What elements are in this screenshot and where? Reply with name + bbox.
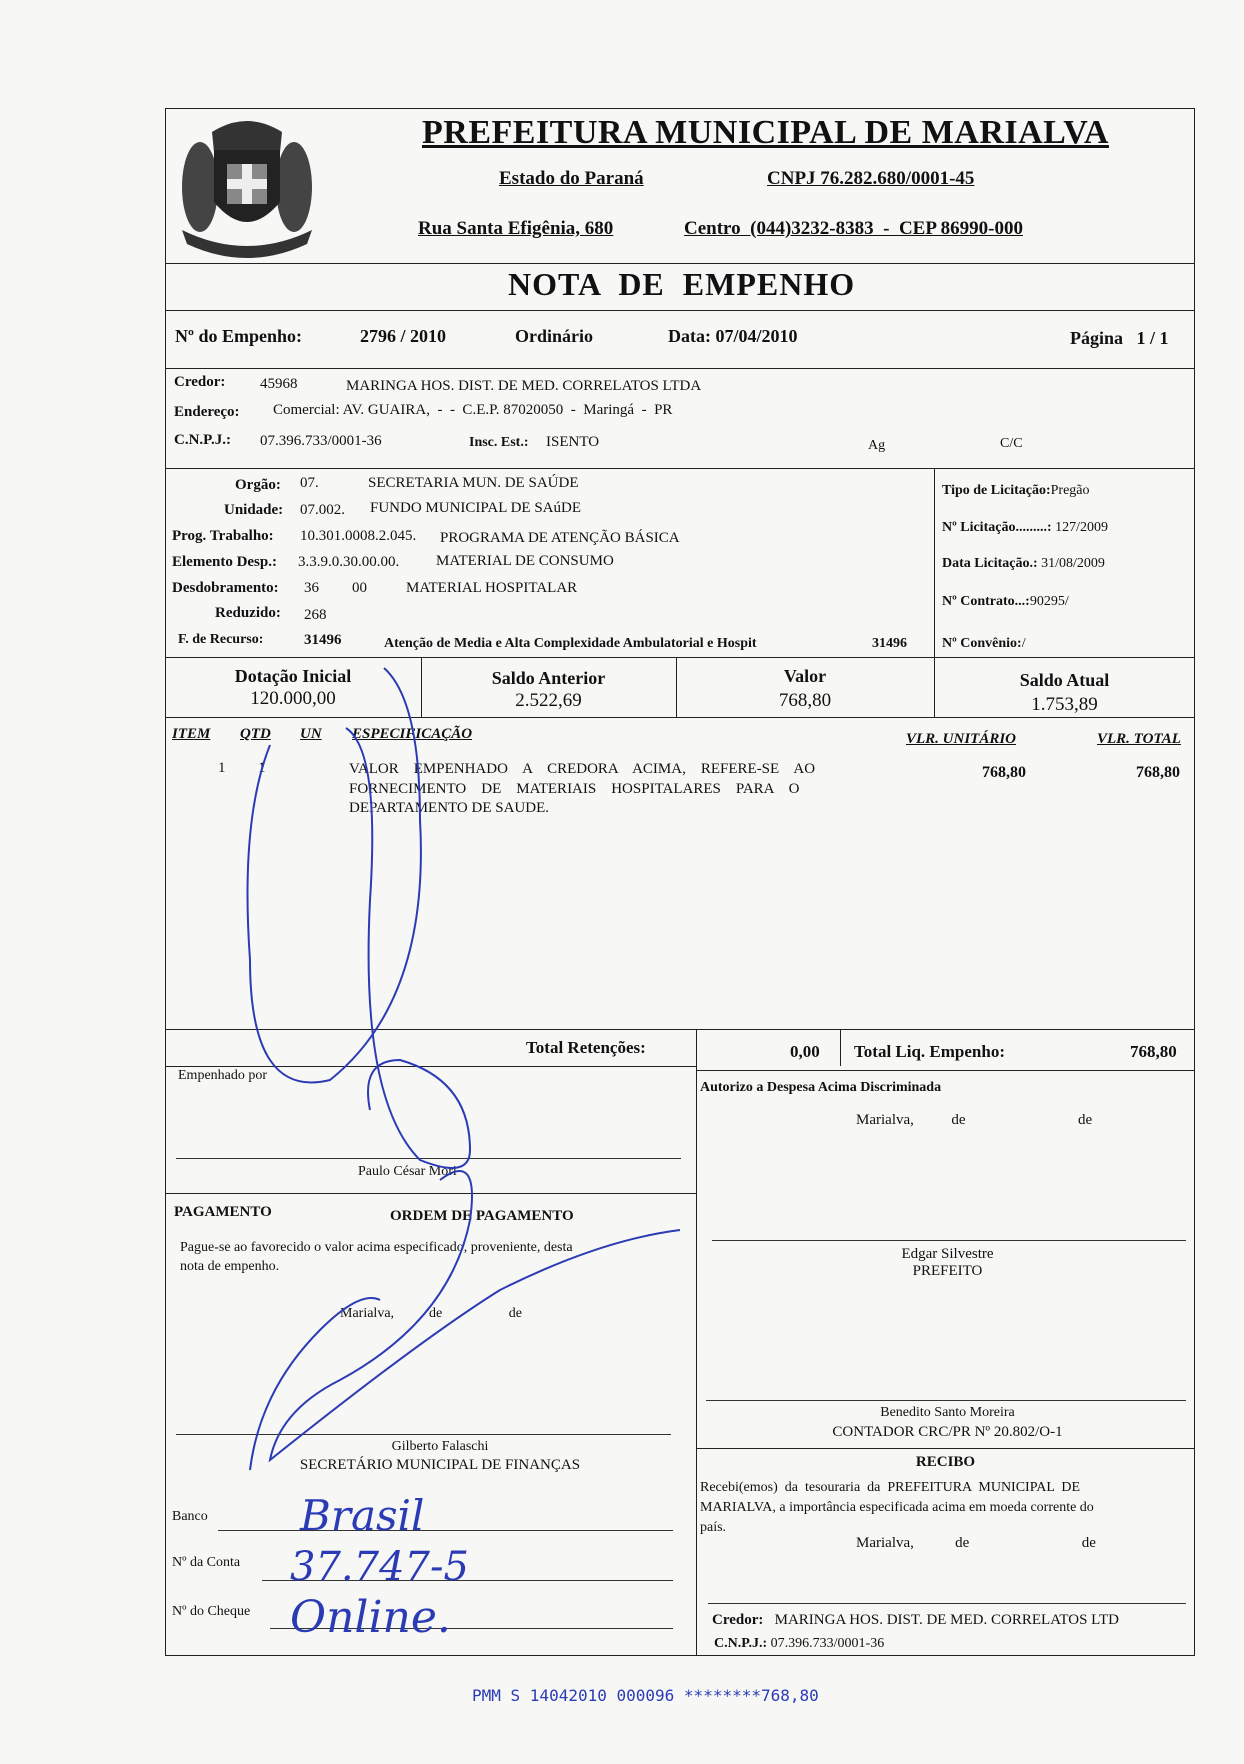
cheque-line <box>270 1628 673 1629</box>
empenho-date: Data: 07/04/2010 <box>668 326 798 346</box>
pagamento-label: PAGAMENTO <box>174 1204 272 1220</box>
recibo-cnpj-label: C.N.P.J.: <box>714 1636 768 1651</box>
item-vlr-unitario: 768,80 <box>982 764 1026 781</box>
unidade-value: FUNDO MUNICIPAL DE SAúDE <box>370 500 581 516</box>
signature-line <box>708 1603 1186 1604</box>
signature-line <box>176 1434 671 1435</box>
unidade-label: Unidade: <box>224 502 284 518</box>
unidade-code: 07.002. <box>300 502 345 518</box>
banco-line <box>218 1530 673 1531</box>
divider <box>165 263 1195 264</box>
prog-label: Prog. Trabalho: <box>172 528 274 544</box>
elemento-value: MATERIAL DE CONSUMO <box>436 553 614 569</box>
convenio-value: / <box>1021 636 1026 651</box>
item-spec-line1: VALOR EMPENHADO A CREDORA ACIMA, REFERE-SE AO <box>349 761 816 777</box>
credor-name: MARINGA HOS. DIST. DE MED. CORRELATOS LTDA <box>346 378 702 394</box>
divider <box>696 1448 1195 1449</box>
divider-vertical <box>840 1029 841 1066</box>
divider <box>165 1193 697 1194</box>
desdob-code: 36 <box>304 580 319 596</box>
cheque-label: Nº do Cheque <box>172 1604 251 1619</box>
col-vlr-unitario: VLR. UNITÁRIO <box>906 731 1017 747</box>
desdob-label: Desdobramento: <box>172 580 279 596</box>
endereco-label: Endereço: <box>174 404 240 420</box>
header-contact: Centro (044)3232-8383 - CEP 86990-000 <box>684 218 1023 239</box>
empenhado-signer: Paulo César Mori <box>358 1164 457 1179</box>
payment-stamp: PMM S 14042010 000096 ********768,80 <box>472 1686 819 1705</box>
col-qtd: QTD <box>240 726 271 742</box>
secretario-role: SECRETÁRIO MUNICIPAL DE FINANÇAS <box>299 1457 581 1473</box>
empenho-label: Nº do Empenho: <box>175 326 302 346</box>
cnpj-value: 07.396.733/0001-36 <box>260 433 382 449</box>
retencoes-value: 0,00 <box>790 1042 820 1061</box>
divider <box>165 1066 697 1067</box>
saldo-anterior-label: Saldo Anterior <box>491 668 606 688</box>
prefeito-role: PREFEITO <box>912 1263 983 1279</box>
conta-handwriting: 37.747-5 <box>290 1544 469 1590</box>
divider <box>165 368 1195 369</box>
divider <box>165 657 1195 658</box>
recurso-value: Atenção de Media e Alta Complexidade Ambulatorial e Hospit <box>384 636 757 651</box>
pagamento-place-date: Marialva, de de <box>340 1306 522 1321</box>
col-especificacao: ESPECIFICAÇÃO <box>352 726 473 742</box>
contador-name: Benedito Santo Moreira <box>880 1405 1015 1420</box>
page-number: Página 1 / 1 <box>1070 328 1169 348</box>
orgao-label: Orgão: <box>235 477 281 493</box>
divider <box>696 1070 1195 1071</box>
num-licitacao-label: Nº Licitação.........: <box>942 520 1052 535</box>
signature-line <box>712 1240 1186 1241</box>
recurso-code-2: 31496 <box>872 636 907 651</box>
item-number: 1 <box>218 760 226 776</box>
credor-code: 45968 <box>260 376 298 392</box>
coat-of-arms-icon <box>172 112 322 260</box>
divider-vertical <box>934 468 935 658</box>
prefeito-name: Edgar Silvestre <box>901 1246 994 1262</box>
recibo-credor-label: Credor: <box>712 1612 764 1628</box>
divider <box>165 717 1195 718</box>
dotacao-label: Dotação Inicial <box>234 666 352 686</box>
conta-label: Nº da Conta <box>172 1555 241 1570</box>
convenio-label: Nº Convênio: <box>942 636 1022 651</box>
secretario-name: Gilberto Falaschi <box>391 1439 489 1454</box>
desdob-value: MATERIAL HOSPITALAR <box>406 580 578 596</box>
header-address: Rua Santa Efigênia, 680 <box>418 218 614 239</box>
prog-value: PROGRAMA DE ATENÇÃO BÁSICA <box>440 530 680 546</box>
contrato-label: Nº Contrato...: <box>942 594 1030 609</box>
endereco-value: Comercial: AV. GUAIRA, - - C.E.P. 87020050 - Maringá - PR <box>273 402 673 418</box>
recurso-code: 31496 <box>304 632 342 648</box>
insc-value: ISENTO <box>546 434 600 450</box>
recibo-credor-value: MARINGA HOS. DIST. DE MED. CORRELATOS LTD <box>774 1612 1119 1628</box>
reduzido-value: 268 <box>304 607 327 623</box>
empenhado-label: Empenhado por <box>178 1068 268 1083</box>
cnpj-label: C.N.P.J.: <box>174 432 231 448</box>
empenho-number: 2796 / 2010 <box>360 326 447 346</box>
elemento-label: Elemento Desp.: <box>172 554 277 570</box>
divider-vertical <box>696 1066 697 1656</box>
ordem-pagamento-label: ORDEM DE PAGAMENTO <box>390 1208 574 1224</box>
recibo-label: RECIBO <box>915 1454 976 1470</box>
contrato-value: 90295/ <box>1029 594 1069 609</box>
desdob-sub: 00 <box>352 580 367 596</box>
recurso-label: F. de Recurso: <box>178 632 264 647</box>
header-state: Estado do Paraná <box>499 168 644 189</box>
pagamento-text-line1: Pague-se ao favorecido o valor acima especificado, proveniente, desta <box>180 1240 573 1255</box>
saldo-atual-value: 1.753,89 <box>1031 694 1098 715</box>
dotacao-value: 120.000,00 <box>250 688 336 709</box>
recibo-text-line2: MARIALVA, a importância especificada acima em moeda corrente do <box>700 1500 1094 1515</box>
pagamento-text-line2: nota de empenho. <box>180 1259 280 1274</box>
liquido-value: 768,80 <box>1130 1042 1177 1061</box>
contador-role: CONTADOR CRC/PR Nº 20.802/O-1 <box>832 1424 1063 1440</box>
credor-label: Credor: <box>174 374 226 390</box>
recibo-text-line1: Recebi(emos) da tesouraria da PREFEITURA MUNICIPAL DE <box>700 1480 1081 1495</box>
conta-corrente-label: C/C <box>1000 436 1023 451</box>
liquido-label: Total Liq. Empenho: <box>854 1042 1005 1061</box>
data-licitacao-value: 31/08/2009 <box>1041 556 1105 571</box>
item-spec-line3: DEPARTAMENTO DE SAUDE. <box>349 800 549 816</box>
col-un: UN <box>300 726 322 742</box>
insc-label: Insc. Est.: <box>469 435 529 450</box>
num-licitacao-value: 127/2009 <box>1055 520 1108 535</box>
cheque-handwriting: Online. <box>290 1592 451 1643</box>
item-qtd: 1 <box>258 760 266 776</box>
signature-line <box>706 1400 1186 1401</box>
autorizo-place-date: Marialva, de de <box>856 1112 1093 1128</box>
banco-handwriting: Brasil <box>300 1491 425 1540</box>
col-item: ITEM <box>172 726 211 742</box>
retencoes-label: Total Retenções: <box>526 1038 646 1057</box>
col-vlr-total: VLR. TOTAL <box>1097 731 1181 747</box>
data-licitacao-label: Data Licitação.: <box>942 556 1038 571</box>
item-spec-line2: FORNECIMENTO DE MATERIAIS HOSPITALARES PARA O <box>349 781 800 797</box>
valor-label: Valor <box>783 666 827 686</box>
divider <box>165 1029 1195 1030</box>
orgao-value: SECRETARIA MUN. DE SAÚDE <box>368 475 579 491</box>
tipo-licitacao-value: Pregão <box>1050 483 1090 498</box>
item-vlr-total: 768,80 <box>1136 764 1180 781</box>
orgao-code: 07. <box>300 475 319 491</box>
autorizo-label: Autorizo a Despesa Acima Discriminada <box>700 1080 942 1095</box>
empenho-type: Ordinário <box>515 326 594 346</box>
reduzido-label: Reduzido: <box>215 605 281 621</box>
valor-value: 768,80 <box>778 690 832 711</box>
tipo-licitacao-label: Tipo de Licitação: <box>942 483 1051 498</box>
recibo-cnpj-value: 07.396.733/0001-36 <box>770 1636 885 1651</box>
saldo-anterior-value: 2.522,69 <box>515 690 582 711</box>
doc-title: NOTA DE EMPENHO <box>508 266 856 302</box>
banco-label: Banco <box>172 1509 208 1524</box>
recibo-place-date: Marialva, de de <box>856 1535 1096 1551</box>
saldo-atual-label: Saldo Atual <box>1019 670 1110 690</box>
elemento-code: 3.3.9.0.30.00.00. <box>298 554 400 570</box>
recibo-text-line3: país. <box>700 1520 727 1535</box>
divider <box>165 468 1195 469</box>
agencia-label: Ag <box>868 438 886 453</box>
header-cnpj: CNPJ 76.282.680/0001-45 <box>767 168 975 189</box>
conta-line <box>262 1580 673 1581</box>
divider-vertical <box>696 1029 697 1066</box>
divider <box>165 310 1195 311</box>
prog-code: 10.301.0008.2.045. <box>300 528 417 544</box>
signature-line <box>176 1158 681 1159</box>
header-title: PREFEITURA MUNICIPAL DE MARIALVA <box>422 114 1109 151</box>
